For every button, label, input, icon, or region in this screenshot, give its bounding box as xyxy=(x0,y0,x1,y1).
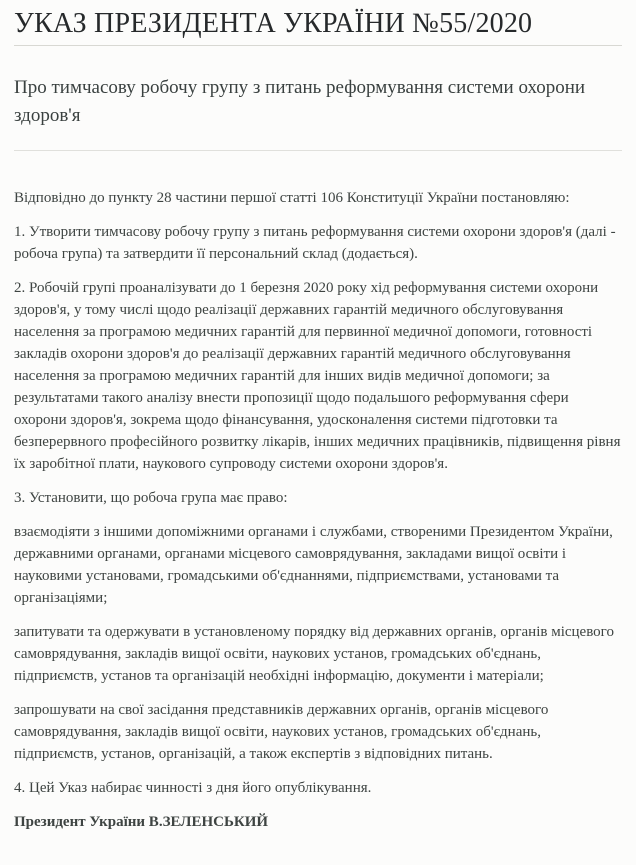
divider xyxy=(14,150,622,151)
decree-paragraph-3a: взаємодіяти з іншими допоміжними органами і службами, створеними Президентом України, державними органами, органами місцевого самоврядування, закладами вищої освіти і науковими установами, громадськими об'єднаннями, підприємствами, установами та організаціями; xyxy=(14,524,613,606)
decree-article xyxy=(14,6,622,833)
decree-paragraph-4: 4. Цей Указ набирає чинності з дня його опублікування. xyxy=(14,780,372,796)
decree-subtitle: Про тимчасову робочу групу з питань реформування системи охорони здоров'я xyxy=(14,77,586,126)
decree-paragraph-3b: запитувати та одержувати в установленому порядку від державних органів, органів місцевого самоврядування, закладів вищої освіти, наукових установ, громадських об'єднань, підприємств, установ та організацій необхідні інформацію, документи і матеріали; xyxy=(14,624,614,684)
decree-title: УКАЗ ПРЕЗИДЕНТА УКРАЇНИ №55/2020 xyxy=(14,6,622,46)
decree-paragraph-1: 1. Утворити тимчасову робочу групу з питань реформування системи охорони здоров'я (далі - робоча група) та затвердити її персональний склад (додається). xyxy=(14,224,616,262)
decree-paragraph-3: 3. Установити, що робоча група має право: xyxy=(14,490,288,506)
decree-signature: Президент України В.ЗЕЛЕНСЬКИЙ xyxy=(14,814,269,830)
decree-body xyxy=(14,187,622,833)
decree-paragraph-3c: запрошувати на свої засідання представників державних органів, органів місцевого самоврядування, закладів вищої освіти, наукових установ, громадських об'єднань, підприємств, установ, організацій, а також експертів з відповідних питань. xyxy=(14,702,549,762)
decree-paragraph-preamble: Відповідно до пункту 28 частини першої статті 106 Конституції України постановляю: xyxy=(14,190,570,206)
decree-paragraph-2: 2. Робочій групі проаналізувати до 1 березня 2020 року хід реформування системи охорони здоров'я, у тому числі щодо реалізації державних гарантій медичного обслуговування населення за програмою медичних гарантій для первинної медичної допомоги, готовності закладів охорони здоров'я до реалізації державних гарантій медичного обслуговування населення за програмою медичних гарантій для інших видів медичної допомоги; за результатами такого аналізу внести пропозиції щодо подальшого реформування сфери охорони здоров'я, зокрема щодо фінансування, удосконалення системи підготовки та безперервного професійного розвитку лікарів, інших медичних працівників, підвищення рівня їх заробітної плати, наукового супроводу системи охорони здоров'я. xyxy=(14,280,621,472)
